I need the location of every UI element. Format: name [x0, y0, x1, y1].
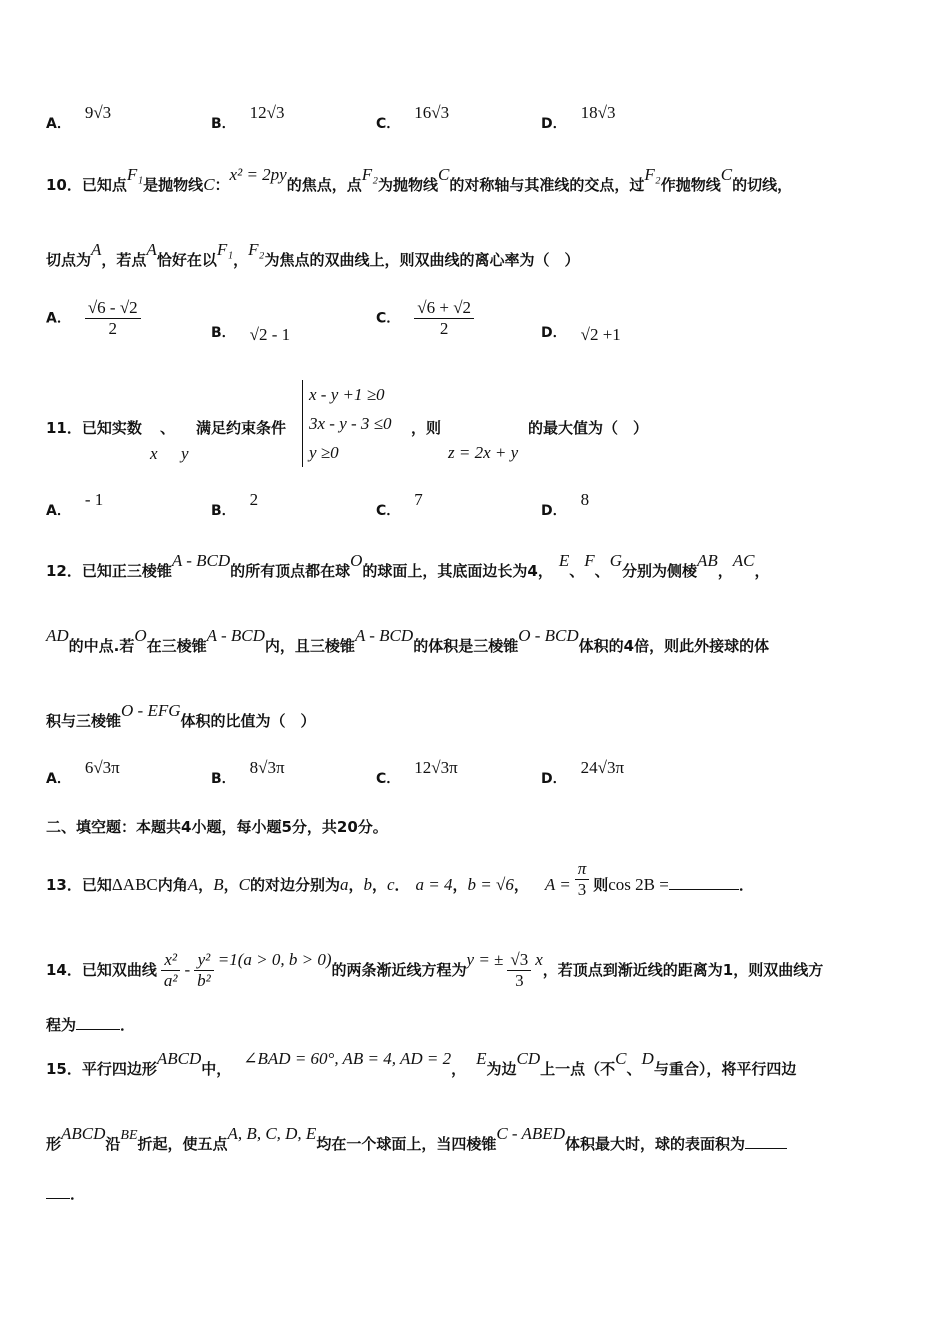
q11-sep: 、: [160, 419, 176, 437]
q14-line-2: 程为 ．: [46, 1016, 136, 1034]
q12-option-c: C．12√3π: [376, 758, 458, 787]
q11-var-x: x: [150, 444, 158, 463]
q12-option-b: B．8√3π: [211, 758, 285, 787]
q11-question: 的最大值为（ ）: [528, 419, 649, 437]
q13-line: 13．已知ΔABC内角A，B，C的对边分别为a，b，c． a = 4，b = √6， A = $\frac{\pi}{3}$ 则cos 2B = ．: [46, 859, 754, 899]
q11-constraint-system: x - y +1 ≥0 3x - y - 3 ≤0 y ≥0: [302, 380, 392, 467]
q12-line-3: 积与三棱锥O - EFG体积的比值为（ ）: [46, 701, 316, 730]
q12-option-a: A．6√3π: [46, 758, 120, 787]
q13-answer-blank[interactable]: [669, 875, 739, 890]
q11-option-b: B．2: [211, 490, 259, 519]
q9-option-a: A．9√3: [46, 103, 112, 132]
q12-line-1: 12．已知正三棱锥A - BCD的所有顶点都在球O的球面上，其底面边长为4，E、F、G分别为侧棱AB，AC，: [46, 551, 770, 580]
q10-line-1: 10．已知点F₁是抛物线C：x² = 2py的焦点，点F₂为抛物线C的对称轴与其准线的交点，过F₂作抛物线C的切线，: [46, 165, 793, 194]
q15-line-3: ．: [46, 1183, 85, 1204]
q15-line-1: 15．平行四边形ABCD中，∠BAD = 60°, AB = 4, AD = 2，E为边CD上一点（不C、D与重合），将平行四边: [46, 1049, 797, 1078]
q9-option-d: D．18√3: [541, 103, 616, 132]
q12-option-d: D．24√3π: [541, 758, 625, 787]
q10-option-b: B． √2 - 1: [211, 325, 291, 344]
q10-option-a: A． $\frac{√6 - √2}{2}$: [46, 298, 145, 339]
q14-line-1: 14．已知双曲线 $\frac{\text{x²}}{\text{a²}}$ - $\frac{\text{y²}}{\text{b²}}$ =1(a > 0, b > 0)的两条渐近线方程为y = ± $\frac{√3}{3}$ x，若顶点到渐近线的距离为1，则双曲线方: [46, 950, 824, 990]
q11-option-d: D．8: [541, 490, 590, 519]
q14-answer-blank[interactable]: [76, 1015, 120, 1030]
q11-var-y: y: [181, 444, 189, 463]
q11-text: 11．已知实数: [46, 419, 142, 437]
q11-objective: z = 2x + y: [448, 443, 519, 462]
q10-option-c: C． $\frac{√6 + √2}{2}$: [376, 298, 478, 339]
q10-option-d: D． √2 +1: [541, 325, 621, 344]
q10-line-2: 切点为A，若点A恰好在以F₁，F₂为焦点的双曲线上，则双曲线的离心率为（ ）: [46, 240, 580, 269]
section-2-heading: 二、填空题：本题共4小题，每小题5分，共20分。: [46, 818, 388, 836]
q11-option-c: C．7: [376, 490, 423, 519]
q9-option-b: B．12√3: [211, 103, 285, 132]
q11-option-a: A．- 1: [46, 490, 104, 519]
q12-line-2: AD的中点.若O在三棱锥A - BCD内，且三棱锥A - BCD的体积是三棱锥O - BCD体积的4倍，则此外接球的体: [46, 626, 770, 655]
q15-answer-blank[interactable]: [745, 1134, 787, 1149]
q9-option-c: C．16√3: [376, 103, 450, 132]
q11-constraint-label: 满足约束条件: [196, 419, 287, 437]
q15-answer-blank-cont[interactable]: [46, 1184, 70, 1199]
q15-line-2: 形ABCD沿BE折起，使五点A, B, C, D, E均在一个球面上，当四棱锥C - ABED体积最大时，球的表面积为: [46, 1133, 787, 1154]
q11-then: ，则: [411, 419, 442, 437]
